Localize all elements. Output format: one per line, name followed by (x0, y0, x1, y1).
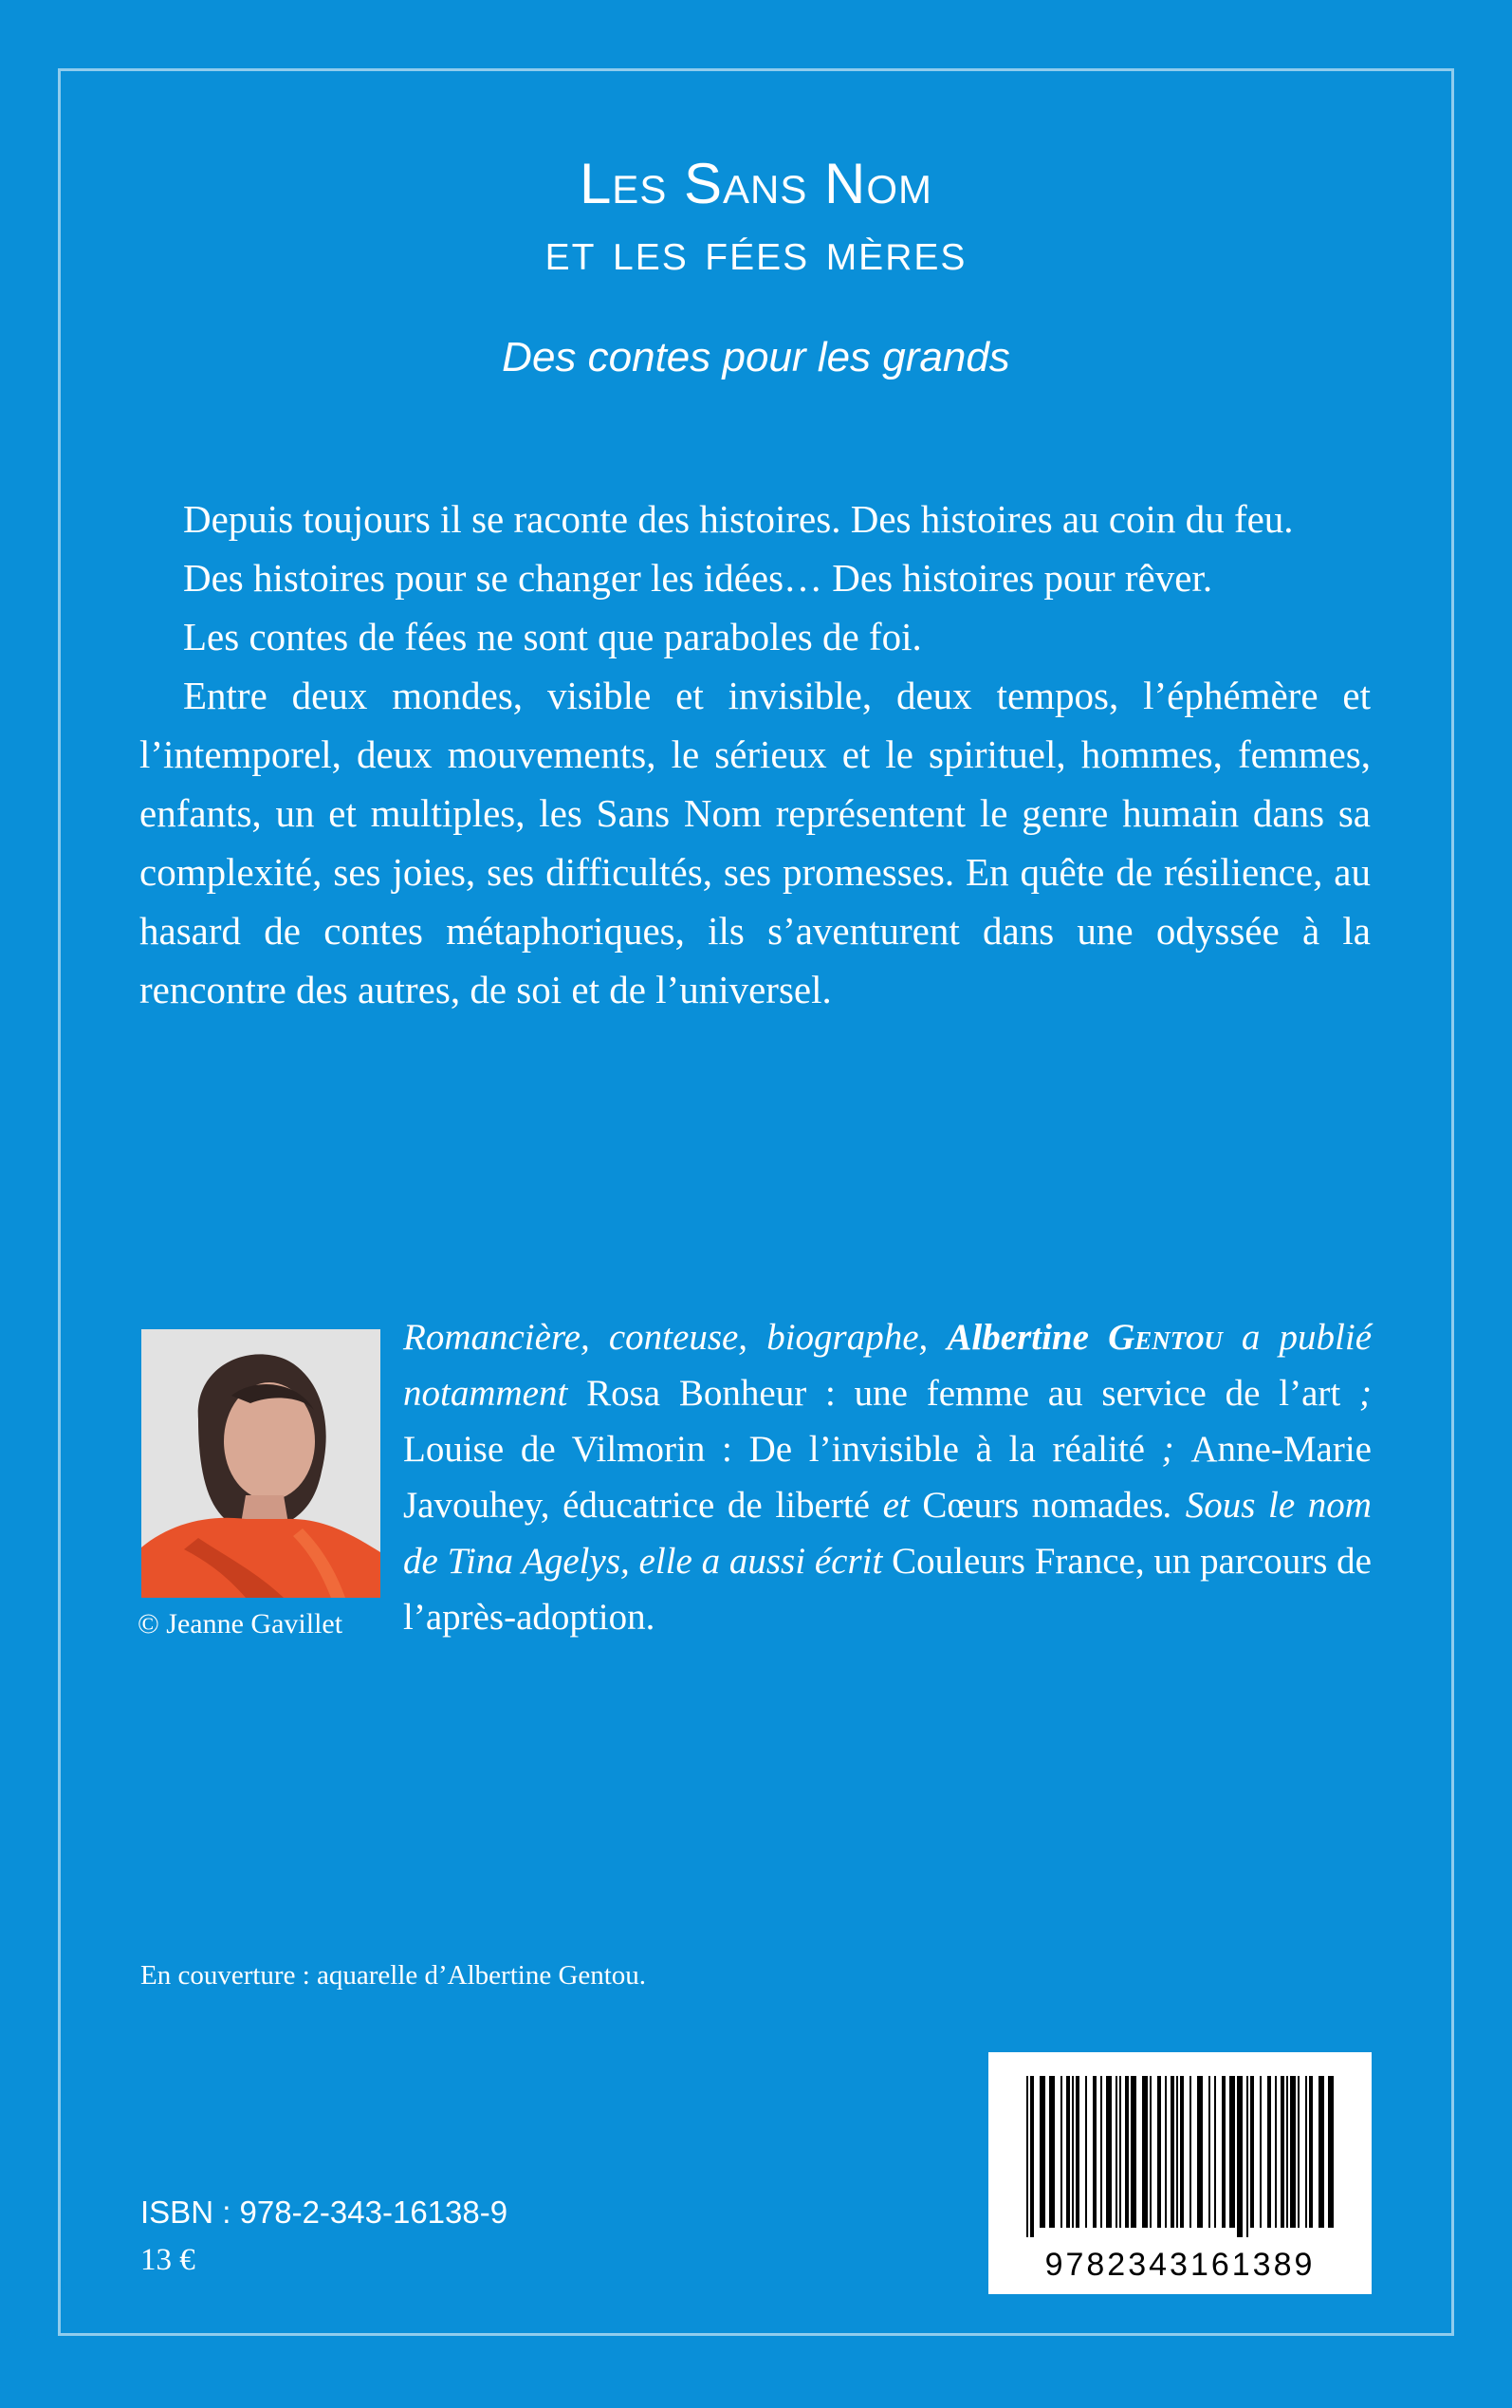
barcode-bar (1100, 2076, 1102, 2228)
bio-end: . (645, 1597, 655, 1638)
book-title-4: Cœurs nomades (922, 1485, 1164, 1526)
barcode-bar (1214, 2076, 1216, 2228)
barcode-bar (1165, 2076, 1167, 2228)
book-tagline: Des contes pour les grands (502, 334, 1010, 380)
barcode-bar (1189, 2076, 1191, 2228)
barcode-number: 9782343161389 (1044, 2247, 1316, 2283)
barcode-bar (1040, 2076, 1045, 2228)
barcode-bar (1328, 2076, 1334, 2228)
barcode-bar (1131, 2076, 1136, 2228)
book-title-3: Anne-Marie Javouhey, éducatrice de liberté (403, 1429, 1372, 1526)
barcode-bar (1106, 2076, 1112, 2228)
barcode-bar (1072, 2076, 1074, 2228)
barcode-bar (1142, 2076, 1148, 2228)
isbn: ISBN : 978-2-343-16138-9 (140, 2195, 508, 2230)
barcode-bar (1093, 2076, 1097, 2228)
barcode-bar (1290, 2076, 1296, 2228)
bio-text: . Sous le nom de Tina Agelys, elle a aussi écrit (403, 1485, 1372, 1582)
barcode-bar (1305, 2076, 1307, 2228)
cover-border-frame (58, 68, 1454, 2336)
barcode-bar (1246, 2076, 1248, 2237)
barcode-bar (1119, 2076, 1121, 2228)
book-subtitle: et les fées mères (544, 221, 968, 281)
barcode-bar (1260, 2076, 1262, 2228)
photo-credit: © Jeanne Gavillet (138, 1608, 343, 1639)
barcode-bar (1171, 2076, 1174, 2228)
book-title: Les Sans Nom (579, 152, 933, 215)
barcode-bar (1286, 2076, 1288, 2228)
barcode-bar (1060, 2076, 1062, 2228)
bio-text: a publié notamment (403, 1317, 1373, 1414)
price: 13 € (140, 2243, 195, 2277)
barcode-bar (1030, 2076, 1034, 2237)
barcode-bar (1116, 2076, 1117, 2228)
barcode-bar (1267, 2076, 1271, 2228)
barcode-bar (1275, 2076, 1277, 2228)
book-title-2: Louise de Vilmorin : De l’invisible à la réalité (403, 1429, 1145, 1470)
barcode-bar (1250, 2076, 1254, 2228)
barcode-bar (1076, 2076, 1079, 2228)
barcode-bar (1085, 2076, 1087, 2228)
author-photo (141, 1329, 380, 1598)
author-last-name: Gentou (1108, 1317, 1223, 1358)
barcode-bar (1197, 2076, 1203, 2228)
barcode-bar (1298, 2076, 1300, 2228)
barcode-bar (1237, 2076, 1243, 2237)
barcode-bar (1150, 2076, 1152, 2228)
cover-credit: En couverture : aquarelle d’Albertine Gentou. (140, 1960, 647, 1991)
book-title-5: Couleurs France, un parcours de l’après-adoption (403, 1541, 1372, 1638)
barcode (988, 2052, 1372, 2294)
barcode-bar (1309, 2076, 1313, 2228)
blurb (139, 490, 1371, 1019)
barcode-bar (1180, 2076, 1184, 2228)
barcode-bar (1066, 2076, 1070, 2228)
barcode-bar (1049, 2076, 1055, 2228)
barcode-bar (1222, 2076, 1226, 2228)
blurb-paragraph: Depuis toujours il se raconte des histoires. Des histoires au coin du feu. (183, 497, 1294, 541)
barcode-bars (988, 2052, 1372, 2247)
author-bio (403, 1309, 1372, 1645)
barcode-bar (1157, 2076, 1161, 2228)
barcode-bar (1125, 2076, 1129, 2228)
bio-separator: et (869, 1485, 923, 1526)
barcode-bar (1318, 2076, 1324, 2228)
barcode-bar (1026, 2076, 1028, 2237)
book-title-1: Rosa Bonheur : une femme au service de l’art (586, 1373, 1341, 1414)
barcode-bar (1229, 2076, 1235, 2228)
blurb-paragraph: Des histoires pour se changer les idées… Des histoires pour rêver. (183, 556, 1213, 600)
barcode-bar (1208, 2076, 1210, 2228)
blurb-paragraph: Les contes de fées ne sont que paraboles de foi. (183, 615, 922, 658)
author-first-name: Albertine (947, 1317, 1109, 1358)
blurb-paragraph: Entre deux mondes, visible et invisible, deux tempos, l’éphémère et l’intemporel, deux mouvements, le sérieux et le spirituel, hommes, femmes, enfants, un et multiples, les Sans Nom représentent le genre humain dans sa complexité, ses joies, ses difficultés, ses promesses. En quête de résilience, au hasard de contes métaphoriques, ils s’aventurent dans une odyssée à la rencontre des autres, de soi et de l’universel. (139, 674, 1371, 1011)
barcode-bar (1176, 2076, 1178, 2228)
bio-text: Romancière, conteuse, biographe, (403, 1317, 948, 1358)
bio-separator: ; (1340, 1373, 1372, 1414)
barcode-bar (1281, 2076, 1284, 2228)
bio-separator: ; (1144, 1429, 1191, 1470)
